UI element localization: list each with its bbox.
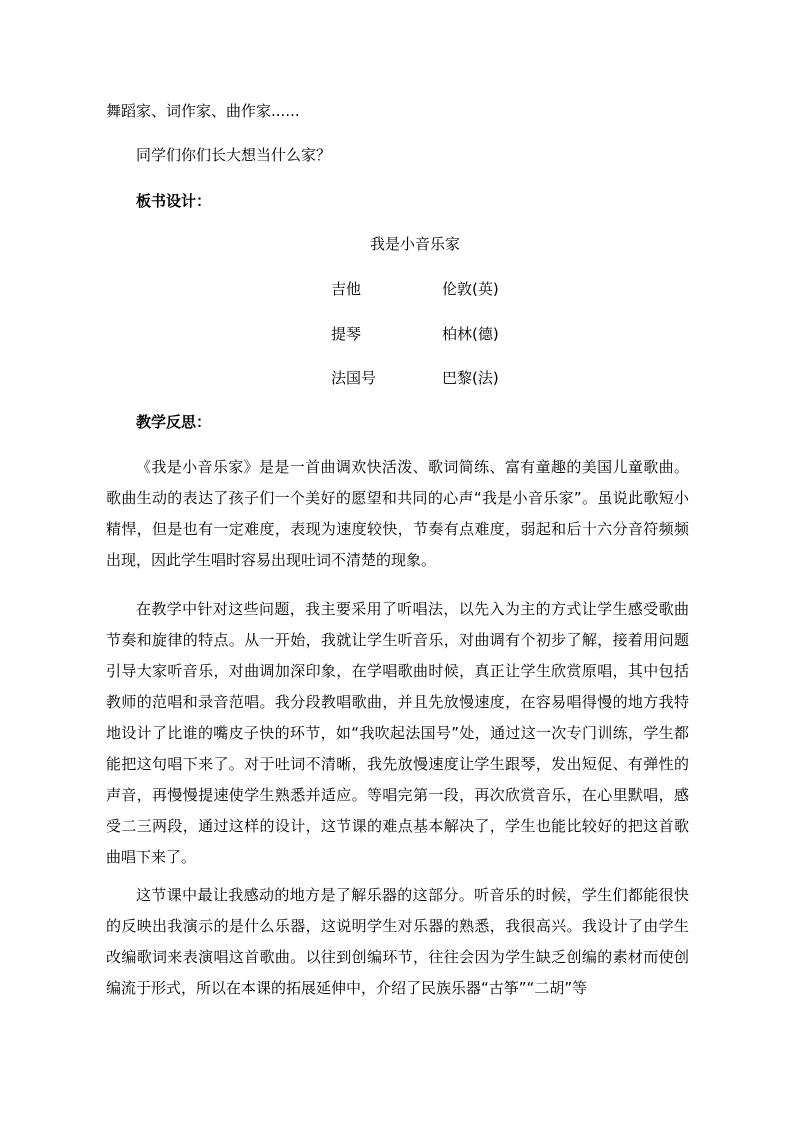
reflection-paragraph: 《我是小音乐家》是是一首曲调欢快活泼、歌词简练、富有童趣的美国儿童歌曲。歌曲生动的表达了孩子们一个美好的愿望和共同的心声“我是小音乐家”。虽说此歌短小精悍，但是也有一定难度，表现为速度较快，节奏有点难度，弱起和后十六分音符频频出现，因此学生唱时容易出现吐词不清楚的现象。 <box>106 458 689 569</box>
intro-line: 舞蹈家、词作家、曲作家...... <box>106 102 300 120</box>
reflection-paragraph: 在教学中针对这些问题，我主要采用了听唱法，以先入为主的方式让学生感受歌曲节奏和旋律的特点。从一开始，我就让学生听音乐，对曲调有个初步了解，接着用问题引导大家听音乐，对曲调加深印象，在学唱歌曲时候，真正让学生欣赏原唱，其中包括教师的范唱和录音范唱。我分段教唱歌曲，并且先放慢速度，在容易唱得慢的地方我特地设计了比谁的嘴皮子快的环节，如“我吹起法国号”处，通过这一次专门训练，学生都能把这句唱下来了。对于吐词不清晰，我先放慢速度让学生跟琴，发出短促、有弹性的声音，再慢慢提速使学生熟悉并适应。等唱完第一段，再次欣赏音乐，在心里默唱，感受二三两段，通过这样的设计，这节课的难点基本解决了，学生也能比较好的把这首歌曲唱下来了。 <box>106 600 689 866</box>
instrument-name: 法国号 <box>331 369 377 387</box>
intro-question: 同学们你们长大想当什么家？ <box>136 146 332 164</box>
city-name: 柏林(德) <box>442 325 499 343</box>
city-name: 巴黎(法) <box>442 369 499 387</box>
instrument-name: 提琴 <box>331 325 362 343</box>
instrument-name: 吉他 <box>331 280 362 298</box>
reflection-paragraph: 这节课中最让我感动的地方是了解乐器的这部分。听音乐的时候，学生们都能很快的反映出我演示的是什么乐器，这说明学生对乐器的熟悉，我很高兴。我设计了由学生改编歌词来表演唱这首歌曲。以往到创编环节，往往会因为学生缺乏创编的素材而使创编流于形式，所以在本课的拓展延伸中，介绍了民族乐器“古筝”“二胡”等 <box>106 886 689 997</box>
city-name: 伦敦(英) <box>442 280 499 298</box>
reflection-heading: 教学反思： <box>136 413 212 431</box>
board-design-title: 我是小音乐家 <box>370 235 461 253</box>
board-design-heading: 板书设计： <box>136 192 212 210</box>
